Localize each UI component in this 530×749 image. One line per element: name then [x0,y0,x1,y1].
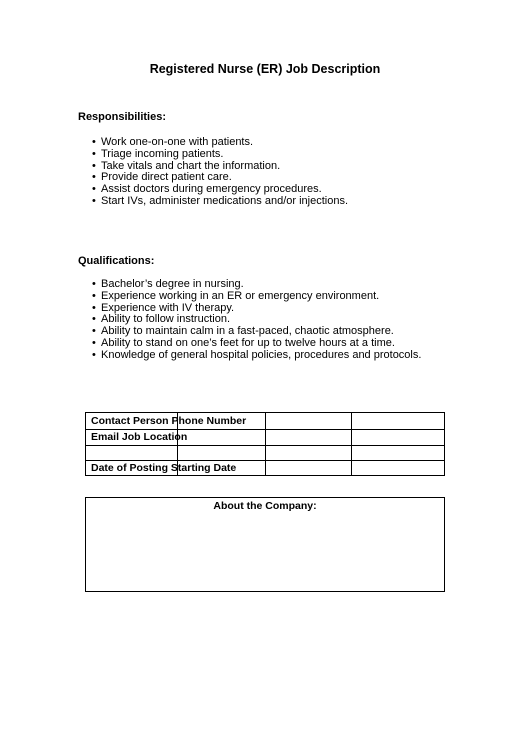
table-divider [351,413,352,475]
list-item: • Knowledge of general hospital policies, procedures and protocols. [92,350,421,362]
list-item: • Ability to follow instruction. [92,314,421,326]
page-title: Registered Nurse (ER) Job Description [149,62,381,76]
list-item: • Bachelor’s degree in nursing. [92,279,421,291]
job-info-table [85,412,445,476]
list-item: • Ability to maintain calm in a fast-paced, chaotic atmosphere. [92,326,421,338]
list-item: • Experience working in an ER or emergency environment. [92,291,421,303]
list-item: • Assist doctors during emergency procedures. [92,184,348,196]
list-item: • Take vitals and chart the information. [92,161,348,173]
list-item: • Ability to stand on one’s feet for up to twelve hours at a time. [92,338,421,350]
responsibilities-heading: Responsibilities: [78,111,167,123]
list-item: • Triage incoming patients. [92,149,348,161]
posting-start-date-label: Date of Posting Starting Date [91,462,237,474]
about-company-title: About the Company: [213,500,317,512]
email-location-label: Email Job Location [91,431,188,443]
list-item: • Provide direct patient care. [92,172,348,184]
qualifications-heading: Qualifications: [78,255,155,267]
contact-phone-label: Contact Person Phone Number [91,415,247,427]
list-item: • Experience with IV therapy. [92,303,421,315]
list-item: • Work one-on-one with patients. [92,137,348,149]
list-item: • Start IVs, administer medications and/or injections. [92,196,348,208]
responsibilities-list [92,137,348,208]
table-divider [265,413,266,475]
about-company-box [85,497,445,592]
qualifications-list [92,279,421,362]
